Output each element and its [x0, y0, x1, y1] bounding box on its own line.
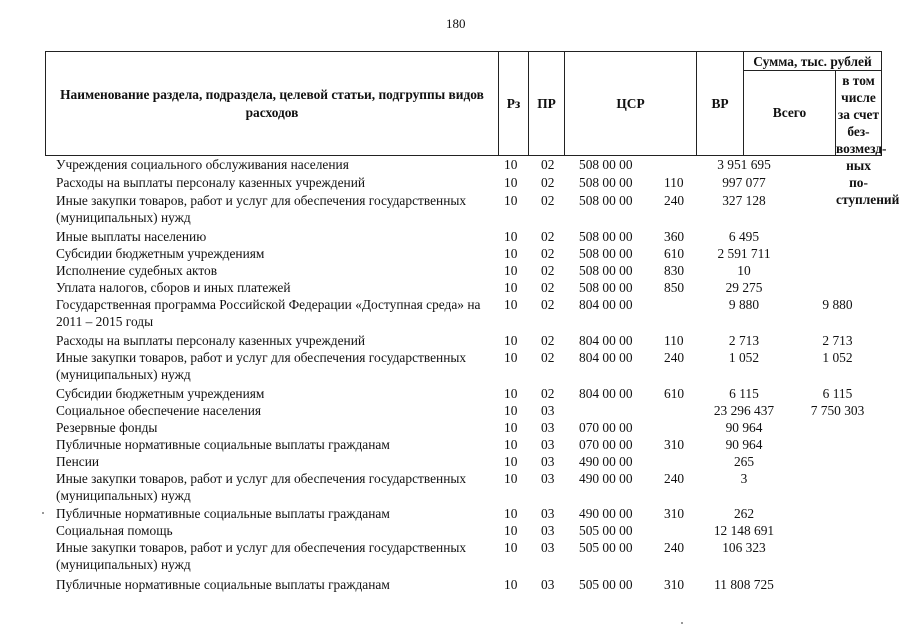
row-csr: 505 00 00	[579, 540, 633, 555]
row-pr: 02	[541, 263, 555, 278]
row-total: 6 115	[729, 386, 759, 401]
row-total: 2 591 711	[717, 246, 771, 261]
row-rz: 10	[504, 297, 518, 312]
row-name: Субсидии бюджетным учреждениям	[56, 386, 265, 401]
page-number: 180	[446, 16, 466, 31]
header-free-line: возмезд-	[836, 141, 887, 156]
row-pr: 02	[541, 157, 555, 172]
row-free: 9 880	[822, 297, 853, 312]
row-name: Иные закупки товаров, работ и услуг для обеспечения государственных (муниципальных) нужд	[56, 540, 467, 572]
row-pr: 02	[541, 350, 555, 365]
row-rz: 10	[504, 157, 518, 172]
row-csr: 804 00 00	[579, 333, 633, 348]
row-csr: 508 00 00	[579, 263, 633, 278]
row-rz: 10	[504, 263, 518, 278]
row-name: Уплата налогов, сборов и иных платежей	[56, 280, 291, 295]
row-rz: 10	[504, 333, 518, 348]
row-pr: 03	[541, 454, 555, 469]
row-name: Субсидии бюджетным учреждениям	[56, 246, 265, 261]
row-pr: 02	[541, 175, 555, 190]
row-name: Публичные нормативные социальные выплаты гражданам	[56, 577, 390, 592]
row-total: 265	[733, 454, 755, 469]
row-rz: 10	[504, 350, 518, 365]
row-pr: 03	[541, 577, 555, 592]
row-name: Исполнение судебных актов	[56, 263, 218, 278]
row-csr: 804 00 00	[579, 350, 633, 365]
row-pr: 02	[541, 333, 555, 348]
row-vr: 240	[664, 193, 685, 208]
row-total: 1 052	[728, 350, 760, 365]
row-vr: 310	[664, 437, 685, 452]
row-total: 23 296 437	[713, 403, 775, 418]
row-pr: 02	[541, 386, 555, 401]
row-csr: 505 00 00	[579, 523, 633, 538]
row-csr: 804 00 00	[579, 386, 633, 401]
row-rz: 10	[504, 420, 518, 435]
row-pr: 03	[541, 403, 555, 418]
row-rz: 10	[504, 403, 518, 418]
row-name: Государственная программа Российской Федерации «Доступная среда» на 2011 – 2015 годы	[56, 297, 481, 329]
row-total: 29 275	[725, 280, 763, 295]
row-pr: 03	[541, 437, 555, 452]
header-free-line: в том числе	[841, 73, 876, 105]
row-name: Иные выплаты населению	[56, 229, 207, 244]
row-csr: 508 00 00	[579, 157, 633, 172]
scan-speck	[42, 512, 44, 514]
row-csr: 804 00 00	[579, 297, 633, 312]
row-pr: 03	[541, 471, 555, 486]
row-vr: 610	[664, 386, 685, 401]
row-csr: 508 00 00	[579, 229, 633, 244]
row-name: Публичные нормативные социальные выплаты гражданам	[56, 437, 390, 452]
row-name: Иные закупки товаров, работ и услуг для обеспечения государственных (муниципальных) нужд	[56, 350, 467, 382]
row-csr: 508 00 00	[579, 246, 633, 261]
row-rz: 10	[504, 540, 518, 555]
row-total: 106 323	[722, 540, 766, 555]
header-vr: ВР	[697, 52, 744, 155]
row-rz: 10	[504, 175, 518, 190]
row-total: 997 077	[722, 175, 766, 190]
row-total: 10	[737, 263, 751, 278]
row-vr: 240	[664, 350, 685, 365]
row-rz: 10	[504, 454, 518, 469]
row-pr: 02	[541, 280, 555, 295]
row-total: 262	[733, 506, 755, 521]
row-csr: 070 00 00	[579, 437, 633, 452]
row-rz: 10	[504, 577, 518, 592]
row-name: Пенсии	[56, 454, 100, 469]
row-name: Иные закупки товаров, работ и услуг для обеспечения государственных (муниципальных) нужд	[56, 471, 467, 503]
row-free: 1 052	[822, 350, 853, 365]
row-total: 327 128	[722, 193, 766, 208]
row-csr: 490 00 00	[579, 454, 633, 469]
row-total: 90 964	[725, 437, 763, 452]
scan-speck	[681, 622, 683, 624]
row-vr: 110	[664, 175, 684, 190]
row-free: 6 115	[822, 386, 853, 401]
row-rz: 10	[504, 437, 518, 452]
row-csr: 508 00 00	[579, 175, 633, 190]
row-csr: 508 00 00	[579, 193, 633, 208]
row-rz: 10	[504, 246, 518, 261]
row-total: 3 951 695	[717, 157, 771, 172]
row-name: Резервные фонды	[56, 420, 158, 435]
row-name: Социальное обеспечение населения	[56, 403, 262, 418]
row-vr: 310	[664, 506, 685, 521]
row-total: 3	[740, 471, 748, 486]
header-csr: ЦСР	[565, 52, 697, 155]
row-csr: 508 00 00	[579, 280, 633, 295]
row-vr: 310	[664, 577, 685, 592]
row-vr: 240	[664, 540, 685, 555]
header-name: Наименование раздела, подраздела, целевой статьи, подгруппы видов расходов	[46, 52, 499, 155]
row-name: Расходы на выплаты персоналу казенных учреждений	[56, 333, 366, 348]
row-total: 90 964	[725, 420, 763, 435]
row-free: 2 713	[822, 333, 853, 348]
row-vr: 830	[664, 263, 685, 278]
row-total: 9 880	[728, 297, 760, 312]
row-pr: 03	[541, 420, 555, 435]
row-csr: 490 00 00	[579, 471, 633, 486]
row-name: Иные закупки товаров, работ и услуг для обеспечения государственных (муниципальных) нужд	[56, 193, 467, 225]
header-free-line: ных по-	[846, 158, 871, 190]
row-vr: 850	[664, 280, 685, 295]
row-pr: 03	[541, 506, 555, 521]
row-vr: 360	[664, 229, 685, 244]
header-sum: Сумма, тыс. рублей	[744, 52, 881, 71]
row-pr: 03	[541, 540, 555, 555]
header-rz: Рз	[499, 52, 529, 155]
row-pr: 02	[541, 246, 555, 261]
row-rz: 10	[504, 229, 518, 244]
header-pr: ПР	[529, 52, 565, 155]
row-pr: 02	[541, 229, 555, 244]
row-name: Учреждения социального обслуживания населения	[56, 157, 349, 172]
row-free: 7 750 303	[810, 403, 865, 418]
row-rz: 10	[504, 386, 518, 401]
row-vr: 610	[664, 246, 685, 261]
row-csr: 505 00 00	[579, 577, 633, 592]
row-name: Социальная помощь	[56, 523, 173, 538]
header-free	[836, 71, 900, 207]
header-total: Всего	[744, 71, 836, 155]
row-csr: 070 00 00	[579, 420, 633, 435]
row-rz: 10	[504, 280, 518, 295]
row-total: 11 808 725	[714, 577, 774, 592]
row-pr: 02	[541, 193, 555, 208]
row-vr: 110	[664, 333, 684, 348]
row-rz: 10	[504, 471, 518, 486]
row-name: Расходы на выплаты персоналу казенных учреждений	[56, 175, 366, 190]
header-free-line: за счет без-	[837, 107, 880, 139]
row-csr: 490 00 00	[579, 506, 633, 521]
row-total: 12 148 691	[713, 523, 775, 538]
header-free-line: ступлений	[836, 192, 900, 207]
row-pr: 03	[541, 523, 555, 538]
row-rz: 10	[504, 506, 518, 521]
row-vr: 240	[664, 471, 685, 486]
row-total: 6 495	[728, 229, 760, 244]
row-pr: 02	[541, 297, 555, 312]
row-name: Публичные нормативные социальные выплаты гражданам	[56, 506, 390, 521]
row-rz: 10	[504, 523, 518, 538]
row-total: 2 713	[728, 333, 760, 348]
row-rz: 10	[504, 193, 518, 208]
